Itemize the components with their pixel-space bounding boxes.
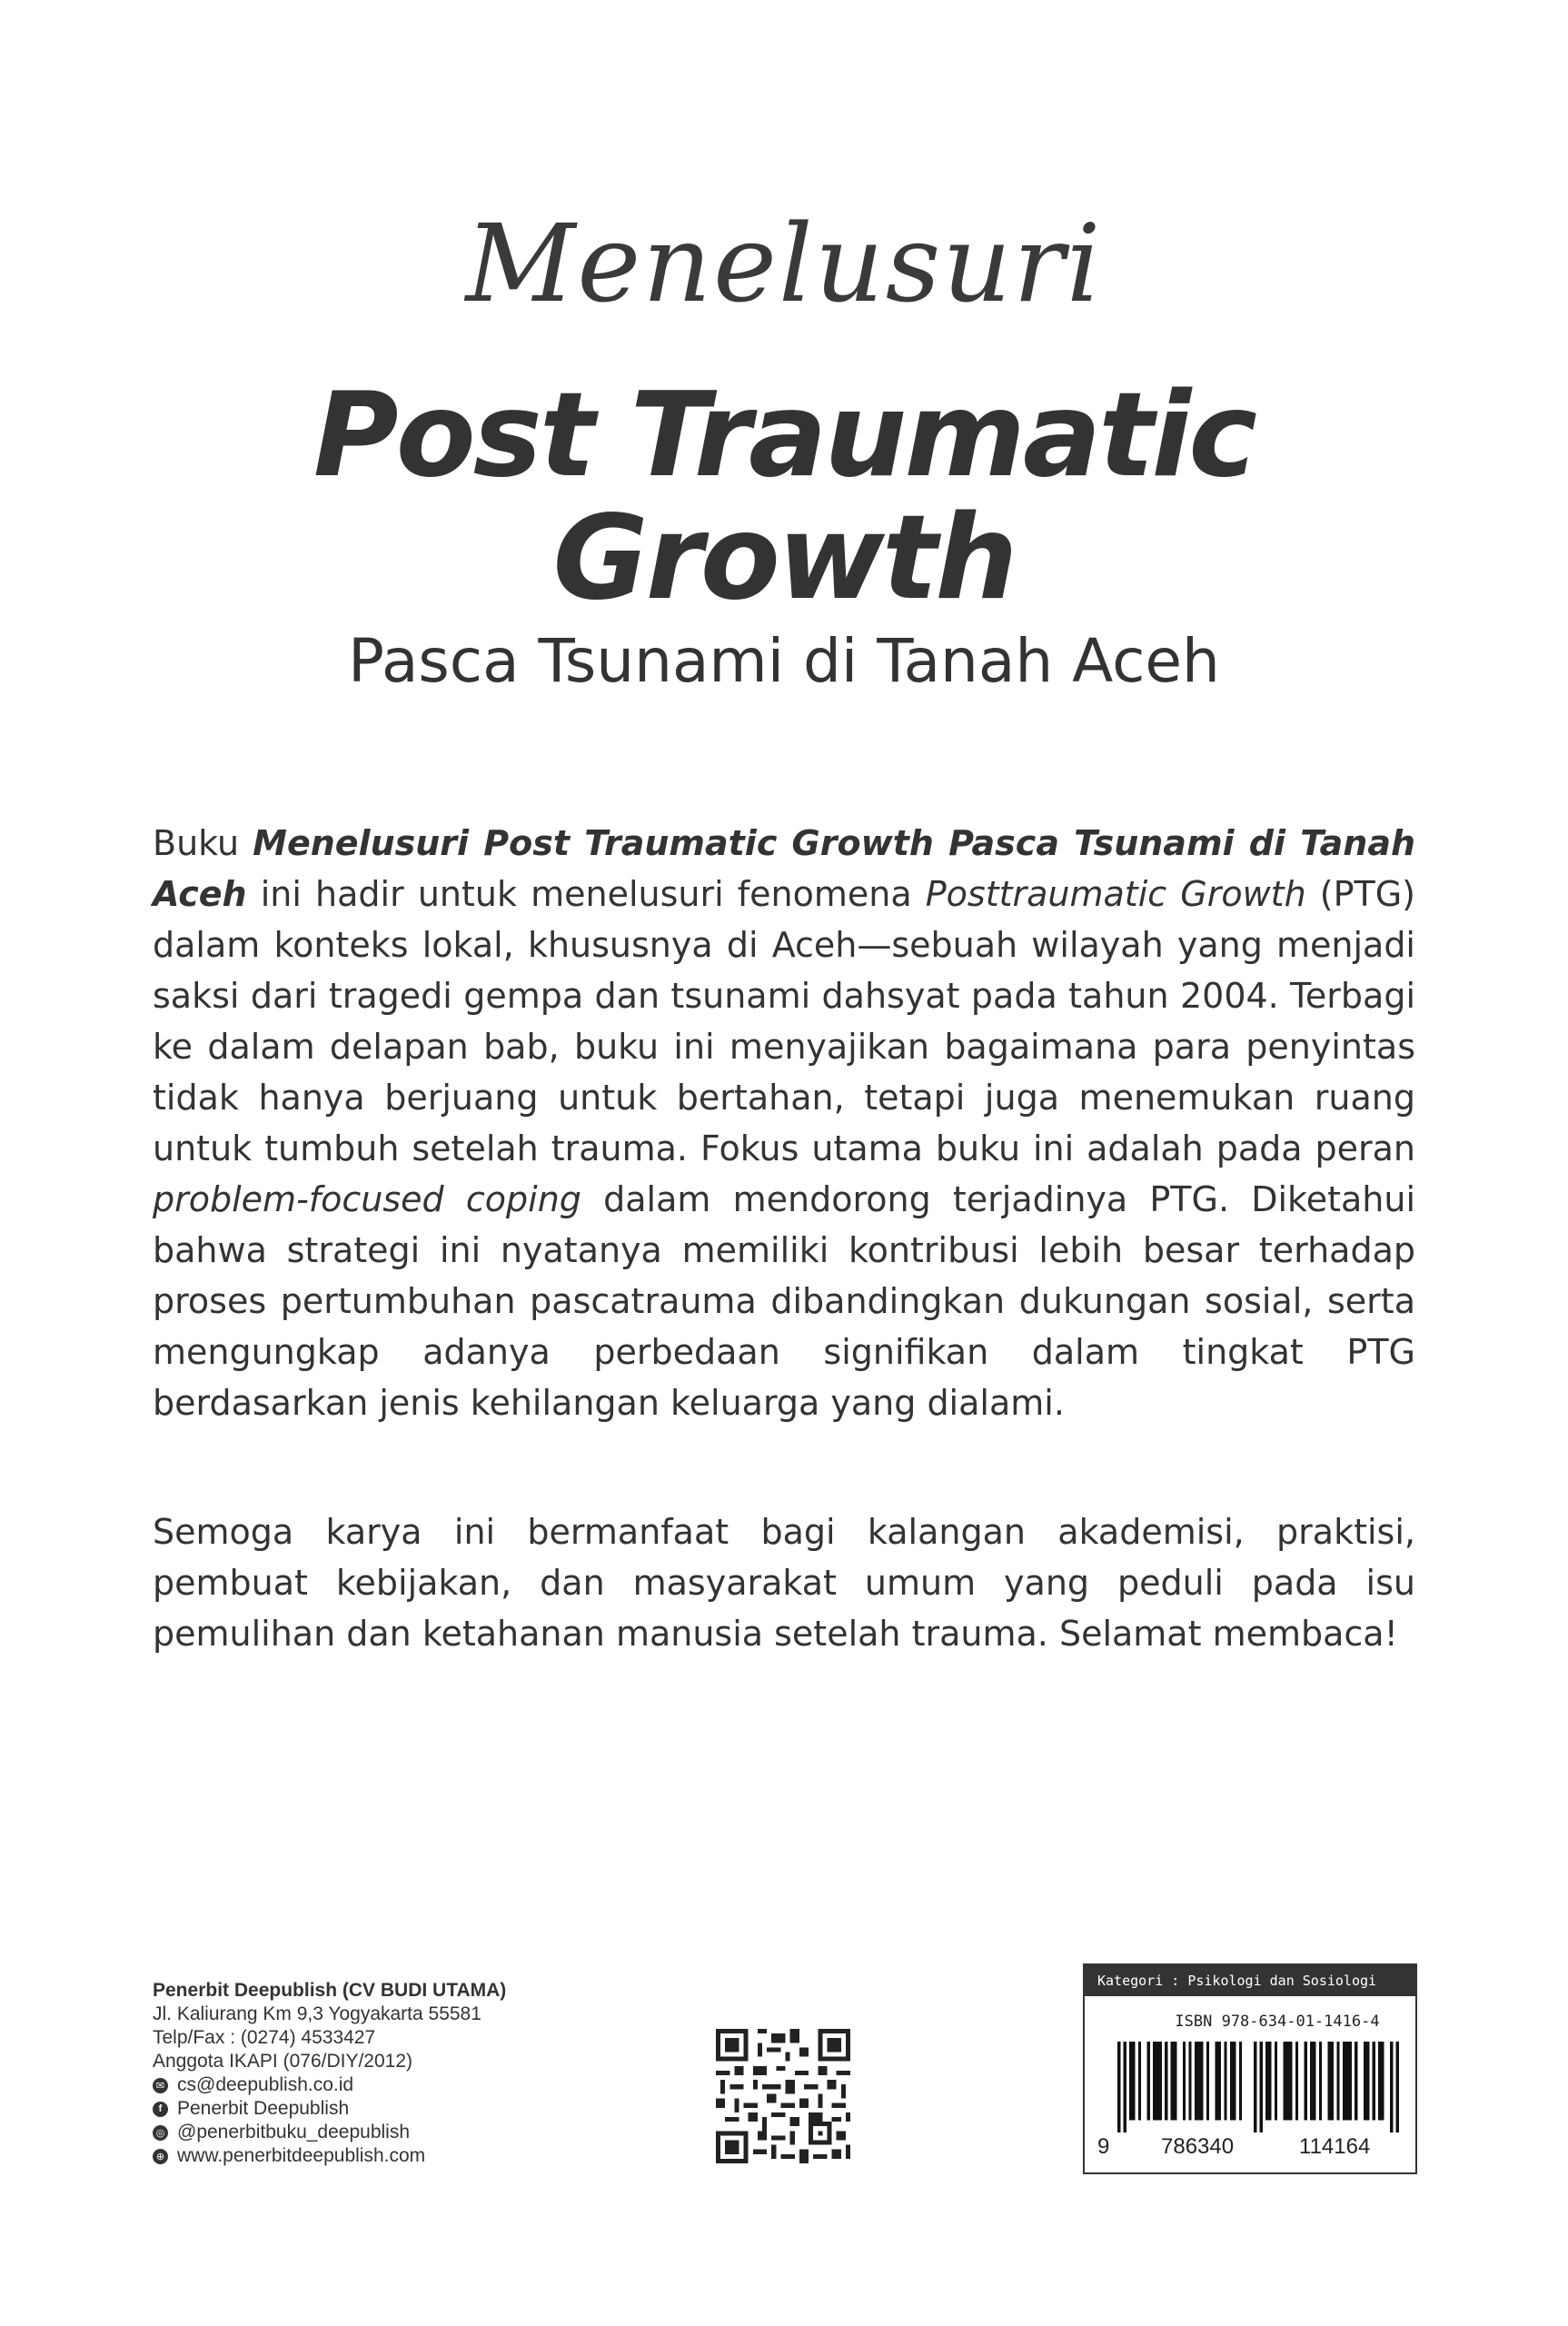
synopsis-paragraph-2 xyxy=(153,1506,1415,1659)
contact-instagram xyxy=(153,2121,661,2144)
contact-email xyxy=(153,2073,661,2097)
main-title-line1: Post Traumatic xyxy=(313,368,1255,503)
facebook-icon: f xyxy=(153,2102,168,2117)
isbn-number: ISBN 978-634-01-1416-4 xyxy=(1175,2013,1380,2031)
synopsis-text: ini hadir untuk menelusuri fenomena xyxy=(246,874,926,914)
publisher-ikapi: Anggota IKAPI (076/DIY/2012) xyxy=(153,2051,413,2072)
barcode-digit-first: 9 xyxy=(1097,2134,1110,2159)
synopsis-text: (PTG) dalam konteks lokal, khususnya di Aceh—sebuah wilayah yang menjadi saksi dari tragedi gempa dan tsunami dahsyat pada tahun 2004. Terbagi ke dalam delapan bab, buku ini menyajikan bagaimana para penyintas tidak hanya berjuang untuk bertahan, tetapi juga menemukan ruang untuk tumbuh setelah trauma. Fokus utama buku ini adalah pada peran xyxy=(153,874,1415,1168)
contact-website xyxy=(153,2144,661,2168)
barcode-digits-right: 114164 xyxy=(1299,2134,1371,2159)
category-label: Kategori : Psikologi dan Sosiologi xyxy=(1085,1965,1415,1996)
term-posttraumatic-growth: Posttraumatic Growth xyxy=(925,874,1306,914)
barcode-digits-left: 786340 xyxy=(1161,2134,1235,2159)
facebook-text: Penerbit Deepublish xyxy=(177,2098,350,2119)
publisher-address: Jl. Kaliurang Km 9,3 Yogyakarta 55581 xyxy=(153,2003,481,2024)
book-title-bold-italic: Menelusuri Post Traumatic Growth Pasca Tsunami di Tanah Aceh xyxy=(153,823,1416,914)
instagram-text: @penerbitbuku_deepublish xyxy=(177,2122,411,2142)
synopsis-text: dalam mendorong terjadinya PTG. Diketahui bahwa strategi ini nyatanya memiliki kontribusi lebih besar terhadap proses pertumbuhan pascatrauma dibandingkan dukungan sosial, serta mengungkap adanya perbedaan signifikan dalam tingkat PTG berdasarkan jenis kehilangan keluarga yang dialami. xyxy=(153,1179,1415,1423)
closing-text: Semoga karya ini bermanfaat bagi kalangan akademisi, praktisi, pembuat kebijakan, dan masyarakat umum yang peduli pada isu pemulihan dan ketahanan manusia setelah trauma. Selamat membaca! xyxy=(153,1512,1415,1654)
barcode-icon xyxy=(1117,2042,1399,2132)
globe-icon: ⊕ xyxy=(153,2149,168,2164)
email-text: cs@deepublish.co.id xyxy=(177,2074,354,2095)
instagram-icon: ◎ xyxy=(153,2125,168,2141)
publisher-phone: Telp/Fax : (0274) 4533427 xyxy=(153,2027,376,2048)
website-text: www.penerbitdeepublish.com xyxy=(177,2145,426,2166)
synopsis-paragraph-1 xyxy=(153,818,1415,1428)
publisher-info xyxy=(153,1979,661,2168)
isbn-barcode-box xyxy=(1083,1963,1417,2174)
synopsis-text: Buku xyxy=(153,823,253,863)
script-title-menelusuri: Menelusuri xyxy=(465,201,1103,326)
email-icon: ✉ xyxy=(153,2078,168,2093)
main-title-line2: Growth xyxy=(552,491,1016,626)
publisher-name: Penerbit Deepublish (CV BUDI UTAMA) xyxy=(153,1980,507,2001)
term-problem-focused-coping: problem-focused coping xyxy=(153,1179,581,1219)
qr-code xyxy=(716,2029,850,2163)
subtitle: Pasca Tsunami di Tanah Aceh xyxy=(348,626,1220,696)
contact-facebook xyxy=(153,2097,661,2121)
